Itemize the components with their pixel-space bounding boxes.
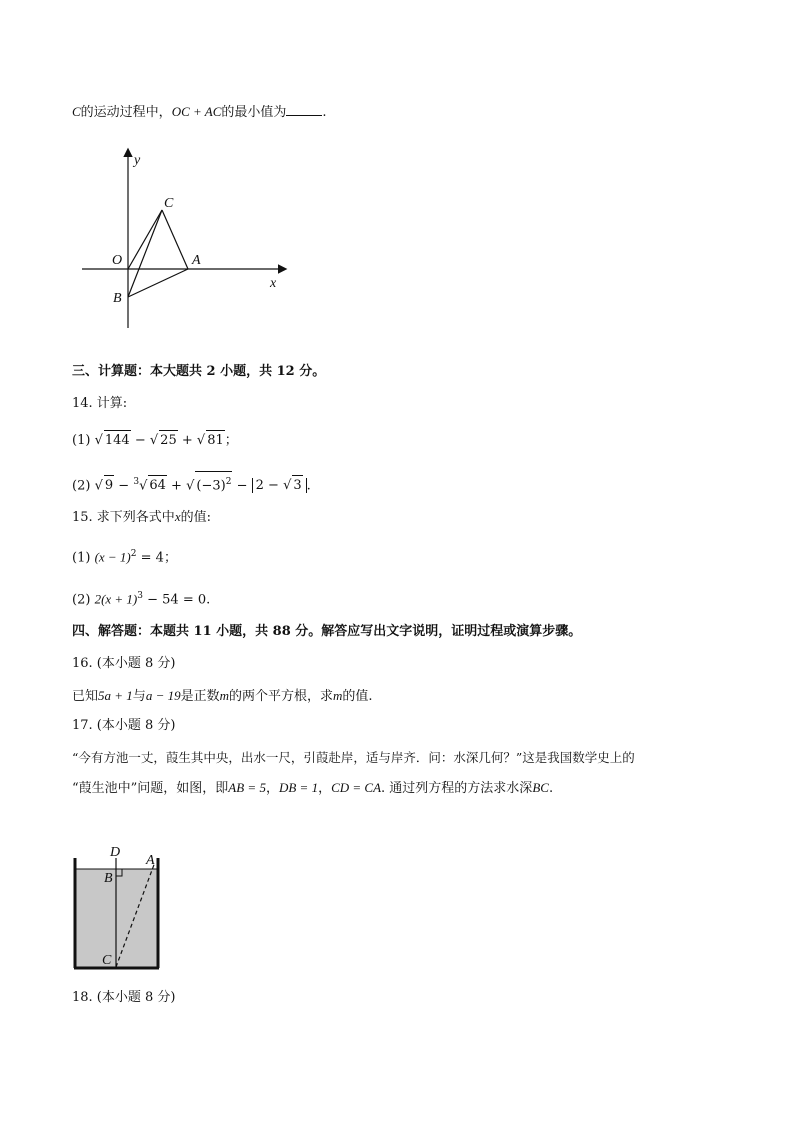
- coordinate-figure: [70, 140, 300, 335]
- q17-end: .: [548, 781, 554, 796]
- q17-e4: BC: [532, 780, 549, 795]
- q16-t3: 是正数: [180, 689, 220, 704]
- q15-p2-end: .: [206, 592, 211, 608]
- q14-p1-b: 25: [159, 430, 178, 451]
- q17-header: 17. (本小题 8 分): [72, 718, 176, 733]
- q16-t5: 的值.: [342, 689, 373, 704]
- q16-e2: a − 19: [145, 688, 181, 703]
- label-d: D: [110, 845, 121, 860]
- q15-p2-label: (2): [72, 592, 91, 608]
- q14-p2-a: 9: [104, 475, 114, 496]
- label-a: A: [146, 853, 155, 868]
- q16-e1: 5a + 1: [98, 688, 133, 703]
- label-o: O: [112, 253, 123, 268]
- q14-p1-a: 144: [104, 430, 131, 451]
- q16-t1: 已知: [72, 689, 99, 704]
- sqrt-icon: √: [196, 433, 206, 448]
- sqrt-icon: √: [283, 478, 292, 494]
- q15-p1-label: (1): [72, 550, 91, 566]
- q14-p2-end: .: [306, 478, 311, 494]
- q15-p1-exp: 2: [130, 549, 137, 559]
- q15-stem-b: 的值:: [180, 510, 211, 525]
- sqrt-icon: √: [94, 478, 103, 494]
- q14-p1-op2: +: [181, 433, 193, 448]
- q14-stem: 14. 计算:: [72, 396, 128, 411]
- label-y: y: [134, 153, 141, 168]
- q14-p2-c-exp: 2: [225, 477, 232, 487]
- q14-p2-c-wrap: [195, 471, 232, 496]
- label-b: B: [104, 871, 113, 886]
- q15-part1: [72, 544, 177, 568]
- q15-p2-base: 2(x + 1): [94, 591, 138, 607]
- q14-p2-op1: −: [118, 478, 130, 494]
- q14-part1: [72, 430, 238, 451]
- label-c: C: [164, 196, 174, 211]
- q17-c1: ，: [265, 781, 279, 796]
- sqrt-icon: √: [186, 478, 195, 494]
- label-x: x: [270, 276, 277, 291]
- sqrt-icon: √: [94, 433, 103, 448]
- q13-end: .: [322, 105, 327, 120]
- q14-p2-b: 64: [148, 475, 167, 496]
- cube-root-icon: √: [139, 478, 148, 494]
- q14-part2: [72, 471, 311, 496]
- sqrt-icon: √: [149, 433, 159, 448]
- segment-oc: [128, 210, 162, 269]
- q14-p2-abs-a: 2 −: [255, 478, 279, 494]
- q13-tail: [72, 102, 327, 123]
- q17-c2: ，: [318, 781, 332, 796]
- q17-e3: CD = CA: [331, 780, 382, 795]
- q16-body: [72, 686, 373, 707]
- q15-p2-exp: 3: [137, 591, 143, 601]
- q15-p1-rest: = 4: [140, 550, 164, 566]
- q15-stem-a: 15. 求下列各式中: [72, 510, 175, 525]
- q14-p1-label: (1): [72, 433, 91, 448]
- section-4-title: 四、解答题：本题共 11 小题，共 88 分。解答应写出文字说明，证明过程或演算步骤。: [72, 624, 582, 639]
- q14-p2-c: (−3): [196, 478, 226, 494]
- q15-part2: [72, 586, 210, 610]
- q14-p2-abs: [252, 478, 307, 493]
- q16-m1: m: [219, 688, 229, 703]
- label-c: C: [102, 953, 112, 968]
- q15-stem-var: x: [174, 509, 181, 524]
- q14-p2-op2: +: [171, 478, 182, 494]
- q14-p2-label: (2): [72, 478, 91, 494]
- q14-p2-index: 3: [133, 477, 140, 487]
- q13-text1: 的运动过程中，: [80, 105, 172, 120]
- q17-l2a: “葭生池中”问题，如图，即: [72, 781, 229, 796]
- q14-p1-op1: −: [134, 433, 146, 448]
- segment-ca: [162, 210, 188, 269]
- q16-t4: 的两个平方根，求: [229, 689, 334, 704]
- q17-l2b: . 通过列方程的方法求水深: [381, 781, 533, 796]
- q17-e1: AB = 5: [228, 780, 266, 795]
- q18-header: 18. (本小题 8 分): [72, 990, 176, 1005]
- q17-line1: “今有方池一丈，葭生其中央，出水一尺，引葭赴岸，适与岸齐．问：水深几何？”这是我国数学史上的: [72, 750, 635, 765]
- label-a: A: [192, 253, 201, 268]
- q16-m2: m: [333, 688, 343, 703]
- q13-text2: 的最小值为: [221, 105, 287, 120]
- q15-stem: [72, 507, 211, 528]
- pond-figure: [66, 840, 176, 975]
- q17-line2: [72, 778, 553, 799]
- section-3-title: 三、计算题：本大题共 2 小题，共 12 分。: [72, 364, 326, 379]
- q15-p2-rest: − 54 = 0: [147, 592, 207, 608]
- answer-blank: [286, 103, 322, 116]
- q15-p1-base: (x − 1): [94, 549, 131, 565]
- q16-header: 16. (本小题 8 分): [72, 656, 176, 671]
- q13-expr: OC + AC: [171, 104, 222, 119]
- q14-p1-end: ；: [224, 433, 238, 448]
- q14-p1-c: 81: [206, 430, 225, 451]
- q14-p2-abs-b: 3: [292, 475, 302, 496]
- q13-var-c: C: [72, 104, 81, 119]
- q15-p1-end: ；: [163, 550, 177, 566]
- q17-e2: DB = 1: [278, 780, 319, 795]
- label-b: B: [113, 291, 122, 306]
- q14-p2-op3: −: [236, 478, 248, 494]
- q16-t2: 与: [132, 689, 146, 704]
